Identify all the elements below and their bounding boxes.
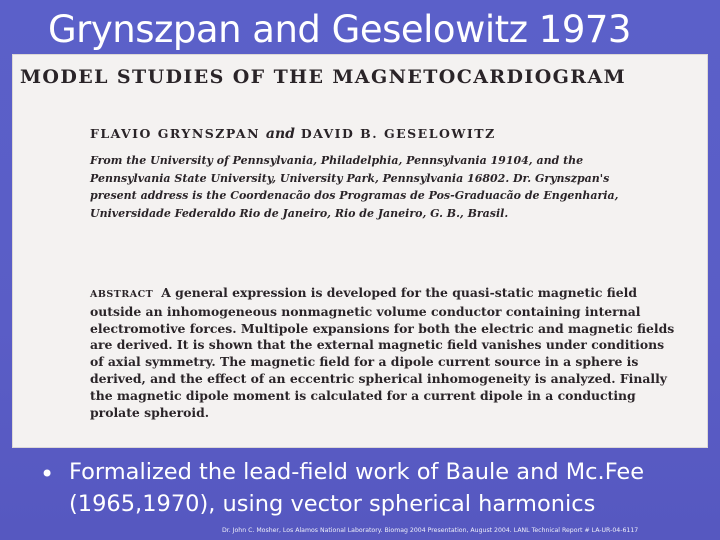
affiliation-line: Pennsylvania State University, University Park, Pennsylvania 16802. Dr. Grynszpan's [90,171,610,185]
abstract-line: electromotive forces. Multipole expansions for both the electric and magnetic fields [90,320,675,336]
abstract-line: of axial symmetry. The magnetic field for a dipole current source in a sphere is [90,354,639,370]
abstract-line: derived, and the effect of an eccentric spherical inhomogeneity is analyzed. Finally [90,370,667,386]
paper-heading: MODEL STUDIES OF THE MAGNETOCARDIOGRAM [20,66,627,88]
affiliation-line: Universidade Federaldo Rio de Janeiro, Rio de Janeiro, G. B., Brasil. [90,206,509,220]
abstract-line: the magnetic dipole moment is calculated for a current dipole in a conducting [90,387,636,403]
author-separator: and [265,126,295,142]
abstract-line: outside an inhomogeneous nonmagnetic volume conductor containing internal [90,303,641,319]
abstract-label: ABSTRACT [90,289,154,300]
affiliation-line: From the University of Pennsylvania, Philadelphia, Pennsylvania 19104, and the [90,154,584,167]
footer-citation: Dr. John C. Mosher, Los Alamos National Laboratory. Biomag 2004 Presentation, August 2004. LANL Technical Report # LA-UR-04-6117 [222,527,639,534]
paper-authors [90,126,496,142]
abstract-line [90,285,698,304]
bullet-dot-icon: • [40,460,55,488]
bullet-line-1: Formalized the lead-field work of Baule and Mc.Fee [69,459,645,485]
slide-title: Grynszpan and Geselowitz 1973 [48,8,631,51]
scanned-paper-image [12,54,708,448]
bullet-text [69,456,644,520]
author-2: DAVID B. GESELOWITZ [300,126,496,141]
paper-abstract [90,285,698,421]
abstract-line-text: A general expression is developed for the quasi-static magnetic field [161,285,638,300]
bullet-line-2: (1965,1970), using vector spherical harmonics [69,491,596,517]
author-1: FLAVIO GRYNSZPAN [90,126,261,141]
paper-affiliation [90,152,698,222]
affiliation-line: present address is the Coordenacão dos Programas de Pos-Graduacão de Engenharia, [90,189,619,202]
abstract-line: prolate spheroid. [90,404,210,420]
abstract-line: are derived. It is shown that the external magnetic field vanishes under conditions [90,337,665,353]
